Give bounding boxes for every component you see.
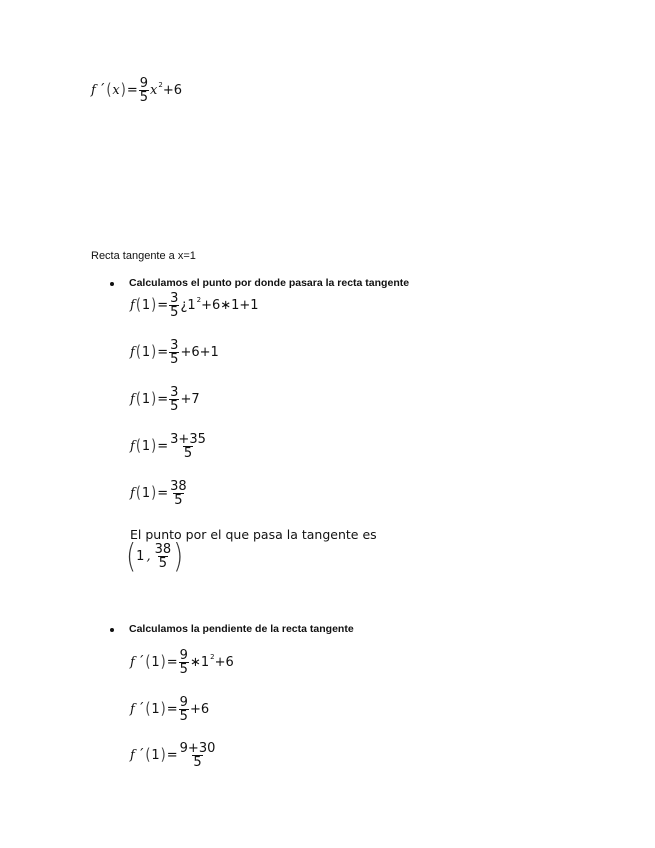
variable: x <box>150 83 158 98</box>
func-symbol: f <box>130 655 135 670</box>
numerator: 38 <box>170 479 187 494</box>
numerator: 9 <box>139 76 148 91</box>
paren-close: ) <box>151 484 157 503</box>
term: +6 <box>214 655 234 670</box>
b2-step-3 <box>130 742 217 769</box>
paren-open: ( <box>126 537 137 576</box>
derivative-formula <box>91 77 182 104</box>
paren-open: ( <box>135 437 141 456</box>
paren-close: ) <box>160 746 166 765</box>
numerator: 9+30 <box>179 741 216 756</box>
paren-open: ( <box>145 746 151 765</box>
argument: 1 <box>141 345 151 360</box>
b1-step-3 <box>130 386 200 413</box>
equals: = <box>166 702 178 717</box>
argument: 1 <box>141 439 151 454</box>
equals: = <box>166 748 178 763</box>
section-title: Recta tangente a x=1 <box>91 250 196 262</box>
fraction <box>179 696 189 723</box>
term: +7 <box>180 392 200 407</box>
denominator: 5 <box>158 556 167 571</box>
prime-mark: ´ <box>137 748 145 763</box>
equals: = <box>166 655 178 670</box>
argument: 1 <box>141 392 151 407</box>
fraction <box>179 742 217 769</box>
exponent: 2 <box>158 81 163 89</box>
func-symbol: f <box>130 702 135 717</box>
paren-close: ) <box>173 537 184 576</box>
bullet-1-title: Calculamos el punto por donde pasara la recta tangente <box>129 277 410 289</box>
b1-step-5 <box>130 480 189 507</box>
b1-step-4 <box>130 433 208 460</box>
paren-open: ( <box>145 653 151 672</box>
b1-step-2 <box>130 339 219 366</box>
point-statement: El punto por el que pasa la tangente es <box>130 527 377 542</box>
fraction <box>154 543 173 570</box>
b2-step-1 <box>130 649 234 676</box>
exponent: 2 <box>196 296 202 304</box>
numerator: 3 <box>170 338 179 353</box>
denominator: 5 <box>179 709 188 724</box>
paren-close: ) <box>151 437 157 456</box>
argument: 1 <box>151 702 160 717</box>
paren-open: ( <box>135 343 141 362</box>
bullet-2-dot <box>110 628 114 632</box>
equals: = <box>157 486 169 501</box>
bullet-1-dot <box>110 282 114 286</box>
term: +6 <box>189 702 210 717</box>
term: ∗1 <box>189 655 210 670</box>
tangent-point <box>126 537 184 576</box>
denominator: 5 <box>170 399 179 414</box>
fraction <box>169 480 188 507</box>
equals: = <box>157 298 169 313</box>
fraction <box>169 339 179 366</box>
denominator: 5 <box>179 662 188 677</box>
comma: , <box>146 549 151 564</box>
denominator: 5 <box>170 305 179 320</box>
numerator: 3 <box>170 385 179 400</box>
prime-mark: ´ <box>137 655 145 670</box>
paren-close: ) <box>160 653 166 672</box>
term: +6+1 <box>180 345 219 360</box>
equals: = <box>157 439 169 454</box>
denominator: 5 <box>139 90 148 105</box>
paren-open: ( <box>135 390 141 409</box>
numerator: 9 <box>179 695 188 710</box>
paren-close: ) <box>151 343 157 362</box>
tail: +6 <box>162 83 182 98</box>
point-x: 1 <box>136 549 145 564</box>
prime-mark: ´ <box>137 702 145 717</box>
b1-step-1 <box>130 292 259 319</box>
term: +6∗1+1 <box>201 298 259 313</box>
exponent: 2 <box>210 653 215 661</box>
paren-close: ) <box>120 81 126 100</box>
paren-close: ) <box>160 700 166 719</box>
paren-close: ) <box>151 390 157 409</box>
paren-open: ( <box>135 484 141 503</box>
func-symbol: f <box>130 748 135 763</box>
denominator: 5 <box>174 493 183 508</box>
func-symbol: f <box>130 439 135 454</box>
fraction <box>179 649 189 676</box>
prime-mark: ´ <box>98 83 106 98</box>
denominator: 5 <box>193 755 202 770</box>
argument: 1 <box>141 486 151 501</box>
argument: 1 <box>151 655 160 670</box>
equals: = <box>126 83 138 98</box>
paren-open: ( <box>135 296 141 315</box>
denominator: 5 <box>170 352 179 367</box>
numerator: 9 <box>179 648 188 663</box>
paren-open: ( <box>145 700 151 719</box>
argument: 1 <box>151 748 160 763</box>
variable: x <box>112 83 120 98</box>
func-symbol: f <box>130 486 135 501</box>
fraction <box>169 386 179 413</box>
b2-step-2 <box>130 696 209 723</box>
fraction <box>139 77 149 104</box>
denominator: 5 <box>183 446 193 461</box>
func-symbol: f <box>130 298 135 313</box>
fraction <box>169 433 207 460</box>
numerator: 38 <box>154 542 172 557</box>
numerator: 3+35 <box>170 432 206 447</box>
equals: = <box>157 392 169 407</box>
paren-close: ) <box>151 296 157 315</box>
fraction <box>169 292 179 319</box>
func-symbol: f <box>130 392 135 407</box>
equals: = <box>157 345 169 360</box>
func-symbol: f <box>130 345 135 360</box>
term: ¿1 <box>180 298 196 313</box>
numerator: 3 <box>170 291 179 306</box>
paren-open: ( <box>106 81 112 100</box>
argument: 1 <box>141 298 151 313</box>
func-symbol: f <box>91 83 96 98</box>
bullet-2-title: Calculamos la pendiente de la recta tangente <box>129 623 354 635</box>
